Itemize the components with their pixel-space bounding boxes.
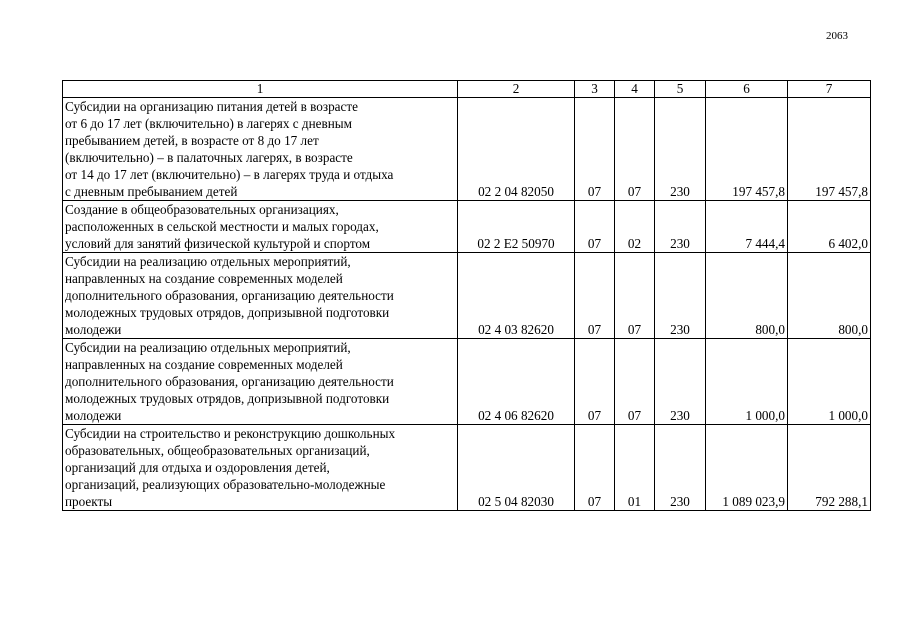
- description-line: дополнительного образования, организацию деятельности: [65, 374, 394, 389]
- cell-description: [63, 253, 458, 339]
- description-line: молодежных трудовых отрядов, допризывной подготовки: [65, 391, 390, 406]
- description-line: пребыванием детей, в возрасте от 8 до 17 лет: [65, 133, 319, 148]
- description-line: с дневным пребыванием детей: [65, 184, 238, 199]
- cell-expense-type: 230: [655, 253, 706, 339]
- cell-code: 02 4 03 82620: [458, 253, 575, 339]
- cell-code: 02 4 06 82620: [458, 339, 575, 425]
- cell-amount-1: 197 457,8: [706, 98, 788, 201]
- cell-expense-type: 230: [655, 339, 706, 425]
- description-line: Субсидии на реализацию отдельных мероприятий,: [65, 254, 351, 269]
- description-line: расположенных в сельской местности и малых городах,: [65, 219, 379, 234]
- cell-section: 07: [575, 201, 615, 253]
- description-line: организаций, реализующих образовательно-молодежные: [65, 477, 386, 492]
- cell-description: [63, 425, 458, 511]
- cell-section: 07: [575, 253, 615, 339]
- column-header-4: 4: [615, 81, 655, 98]
- description-line: Субсидии на организацию питания детей в возрасте: [65, 99, 359, 114]
- table-body: [63, 98, 871, 511]
- description-line: образовательных, общеобразовательных организаций,: [65, 443, 370, 458]
- cell-code: 02 2 Е2 50970: [458, 201, 575, 253]
- cell-amount-1: 7 444,4: [706, 201, 788, 253]
- description-line: Создание в общеобразовательных организациях,: [65, 202, 339, 217]
- cell-description: [63, 201, 458, 253]
- description-line: условий для занятий физической культурой и спортом: [65, 236, 371, 251]
- table-row: [63, 253, 871, 339]
- description-line: организаций для отдыха и оздоровления детей,: [65, 460, 330, 475]
- cell-expense-type: 230: [655, 98, 706, 201]
- table-row: [63, 425, 871, 511]
- table-row: [63, 98, 871, 201]
- table-row: [63, 339, 871, 425]
- cell-amount-1: 800,0: [706, 253, 788, 339]
- description-line: (включительно) – в палаточных лагерях, в возрасте: [65, 150, 353, 165]
- cell-subsection: 02: [615, 201, 655, 253]
- cell-subsection: 07: [615, 339, 655, 425]
- header-row: [63, 81, 871, 98]
- cell-expense-type: 230: [655, 201, 706, 253]
- cell-amount-1: 1 000,0: [706, 339, 788, 425]
- cell-amount-2: 6 402,0: [788, 201, 871, 253]
- cell-code: 02 5 04 82030: [458, 425, 575, 511]
- description-line: направленных на создание современных моделей: [65, 271, 343, 286]
- description-line: от 14 до 17 лет (включительно) – в лагерях труда и отдыха: [65, 167, 394, 182]
- cell-description: [63, 98, 458, 201]
- description-line: Субсидии на строительство и реконструкцию дошкольных: [65, 426, 396, 441]
- cell-subsection: 07: [615, 98, 655, 201]
- column-header-7: 7: [788, 81, 871, 98]
- description-line: молодежи: [65, 408, 122, 423]
- description-line: проекты: [65, 494, 113, 509]
- cell-code: 02 2 04 82050: [458, 98, 575, 201]
- column-header-3: 3: [575, 81, 615, 98]
- description-line: от 6 до 17 лет (включительно) в лагерях с дневным: [65, 116, 353, 131]
- cell-expense-type: 230: [655, 425, 706, 511]
- cell-amount-2: 197 457,8: [788, 98, 871, 201]
- description-line: дополнительного образования, организацию деятельности: [65, 288, 394, 303]
- cell-amount-2: 792 288,1: [788, 425, 871, 511]
- cell-subsection: 01: [615, 425, 655, 511]
- budget-table: [62, 80, 871, 511]
- cell-amount-2: 800,0: [788, 253, 871, 339]
- column-header-6: 6: [706, 81, 788, 98]
- column-header-2: 2: [458, 81, 575, 98]
- page-number: 2063: [826, 30, 848, 42]
- column-header-5: 5: [655, 81, 706, 98]
- cell-section: 07: [575, 339, 615, 425]
- column-header-1: 1: [63, 81, 458, 98]
- description-line: направленных на создание современных моделей: [65, 357, 343, 372]
- table-row: [63, 201, 871, 253]
- description-line: Субсидии на реализацию отдельных мероприятий,: [65, 340, 351, 355]
- cell-amount-1: 1 089 023,9: [706, 425, 788, 511]
- description-line: молодежи: [65, 322, 122, 337]
- cell-section: 07: [575, 98, 615, 201]
- cell-subsection: 07: [615, 253, 655, 339]
- cell-section: 07: [575, 425, 615, 511]
- cell-description: [63, 339, 458, 425]
- description-line: молодежных трудовых отрядов, допризывной подготовки: [65, 305, 390, 320]
- cell-amount-2: 1 000,0: [788, 339, 871, 425]
